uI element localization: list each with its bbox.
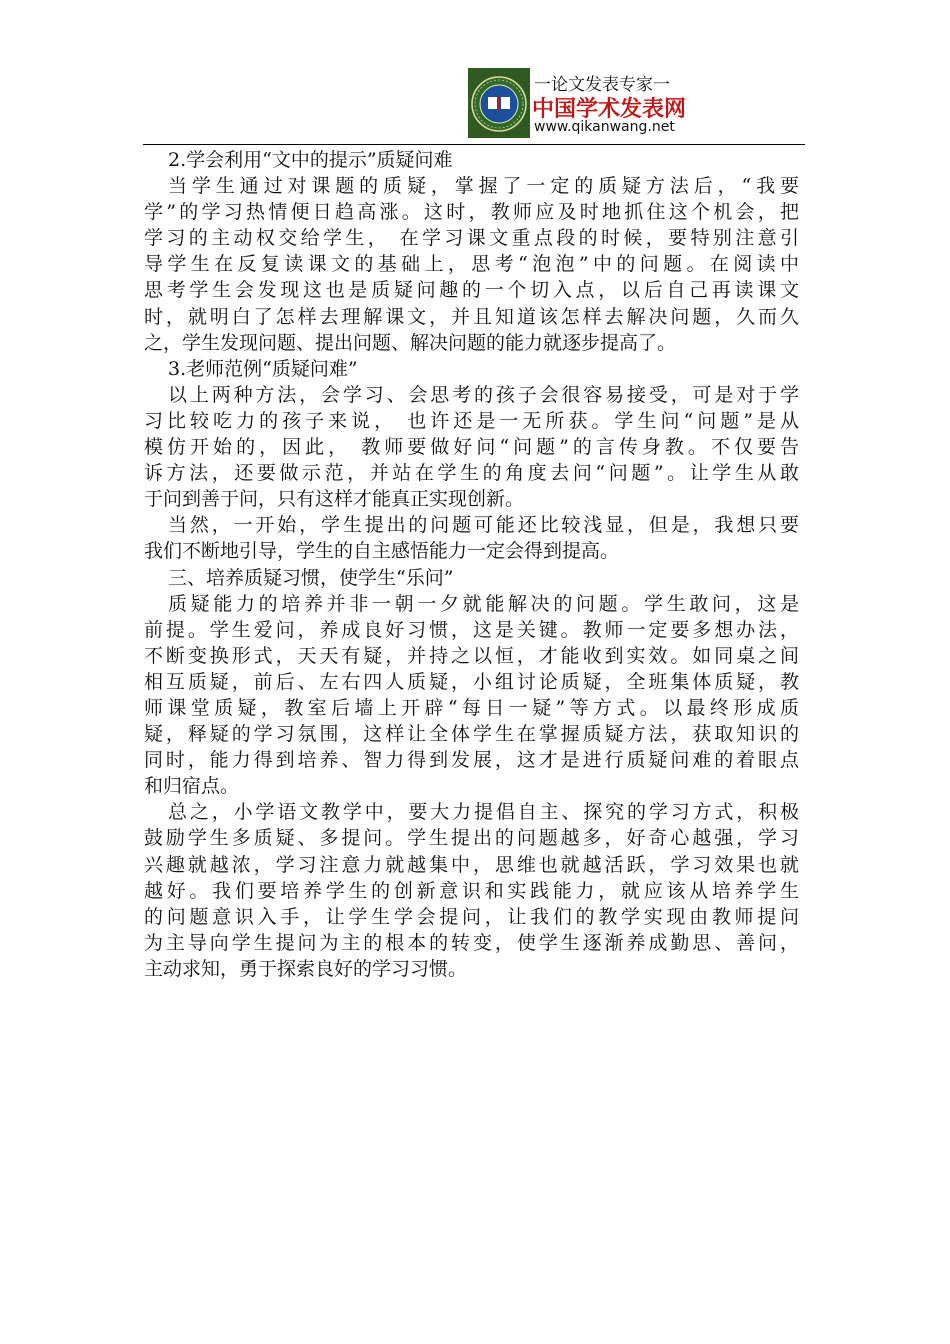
text-line: 导学生在反复读课文的基础上，思考“泡泡”中的问题。在阅读中 xyxy=(144,253,799,276)
text-line: 和归宿点。 xyxy=(144,775,240,798)
text-line: 不断变换形式，天天有疑，并持之以恒，才能收到实效。如同桌之间 xyxy=(144,644,799,667)
text-line: 越好。我们要培养学生的创新意识和实践能力，就应该从培养学生 xyxy=(144,879,799,902)
logo-site-url: www.qikanwang.net xyxy=(534,119,675,135)
text-line: 以上两种方法，会学习、会思考的孩子会很容易接受，可是对于学 xyxy=(168,383,799,406)
document-body xyxy=(144,147,799,982)
site-logo xyxy=(468,68,696,138)
text-line: 诉方法，还要做示范，并站在学生的角度去问“问题”。让学生从敢 xyxy=(144,462,799,485)
text-line: 师课堂质疑，教室后墙上开辟“每日一疑”等方式。以最终形成质 xyxy=(144,696,799,719)
text-line: 我们不断地引导，学生的自主感悟能力一定会得到提高。 xyxy=(144,540,620,563)
logo-emblem-icon xyxy=(468,68,530,138)
text-line: 习比较吃力的孩子来说， 也许还是一无所获。学生问“问题”是从 xyxy=(144,409,799,432)
text-line: 3.老师范例“质疑问难” xyxy=(168,357,358,380)
text-line: 兴趣就越浓，学习注意力就越集中，思维也就越活跃，学习效果也就 xyxy=(144,853,799,876)
text-line: 学习的主动权交给学生， 在学习课文重点段的时候，要特别注意引 xyxy=(144,227,799,250)
text-line: 之，学生发现问题、提出问题、解决问题的能力就逐步提高了。 xyxy=(144,331,677,354)
text-line: 于问到善于问，只有这样才能真正实现创新。 xyxy=(144,488,525,511)
text-line: 质疑能力的培养并非一朝一夕就能解决的问题。学生敢问，这是 xyxy=(168,592,799,615)
text-line: 鼓励学生多质疑、多提问。学生提出的问题越多，好奇心越强，学习 xyxy=(144,827,799,850)
text-line: 为主导向学生提问为主的根本的转变，使学生逐渐养成勤思、善问， xyxy=(144,931,799,954)
text-line: 三、培养质疑习惯，使学生“乐问” xyxy=(168,566,454,589)
text-line: 模仿开始的，因此， 教师要做好问“问题”的言传身教。不仅要告 xyxy=(144,436,799,459)
text-line: 疑，释疑的学习氛围，这样让全体学生在掌握质疑方法，获取知识的 xyxy=(144,723,799,746)
text-line: 当学生通过对课题的质疑，掌握了一定的质疑方法后，“我要 xyxy=(168,175,799,198)
text-line: 前提。学生爱问，养成良好习惯，这是关键。教师一定要多想办法， xyxy=(144,618,799,641)
text-line: 的问题意识入手，让学生学会提问，让我们的教学实现由教师提问 xyxy=(144,905,799,928)
text-line: 当然，一开始，学生提出的问题可能还比较浅显，但是，我想只要 xyxy=(168,514,799,537)
text-line: 总之，小学语文教学中，要大力提倡自主、探究的学习方式，积极 xyxy=(168,801,799,824)
text-line: 同时，能力得到培养、智力得到发展，这才是进行质疑问难的着眼点 xyxy=(144,749,799,772)
text-line: 2.学会利用“文中的提示”质疑问难 xyxy=(168,149,453,171)
text-line: 相互质疑，前后、左右四人质疑，小组讨论质疑，全班集体质疑，教 xyxy=(144,670,799,693)
logo-site-name: 中国学术发表网 xyxy=(532,97,687,122)
text-line: 思考学生会发现这也是质疑问趣的一个切入点，以后自己再读课文 xyxy=(144,279,799,302)
text-line: 时，就明白了怎样去理解课文，并且知道该怎样去解决问题，久而久 xyxy=(144,305,799,328)
header-divider xyxy=(143,144,805,145)
text-line: 学”的学习热情便日趋高涨。这时，教师应及时地抓住这个机会，把 xyxy=(144,201,799,224)
logo-tagline: 一论文发表专家一 xyxy=(534,75,670,95)
logo-text-block xyxy=(530,68,696,138)
text-line: 主动求知，勇于探索良好的学习习惯。 xyxy=(144,957,468,980)
